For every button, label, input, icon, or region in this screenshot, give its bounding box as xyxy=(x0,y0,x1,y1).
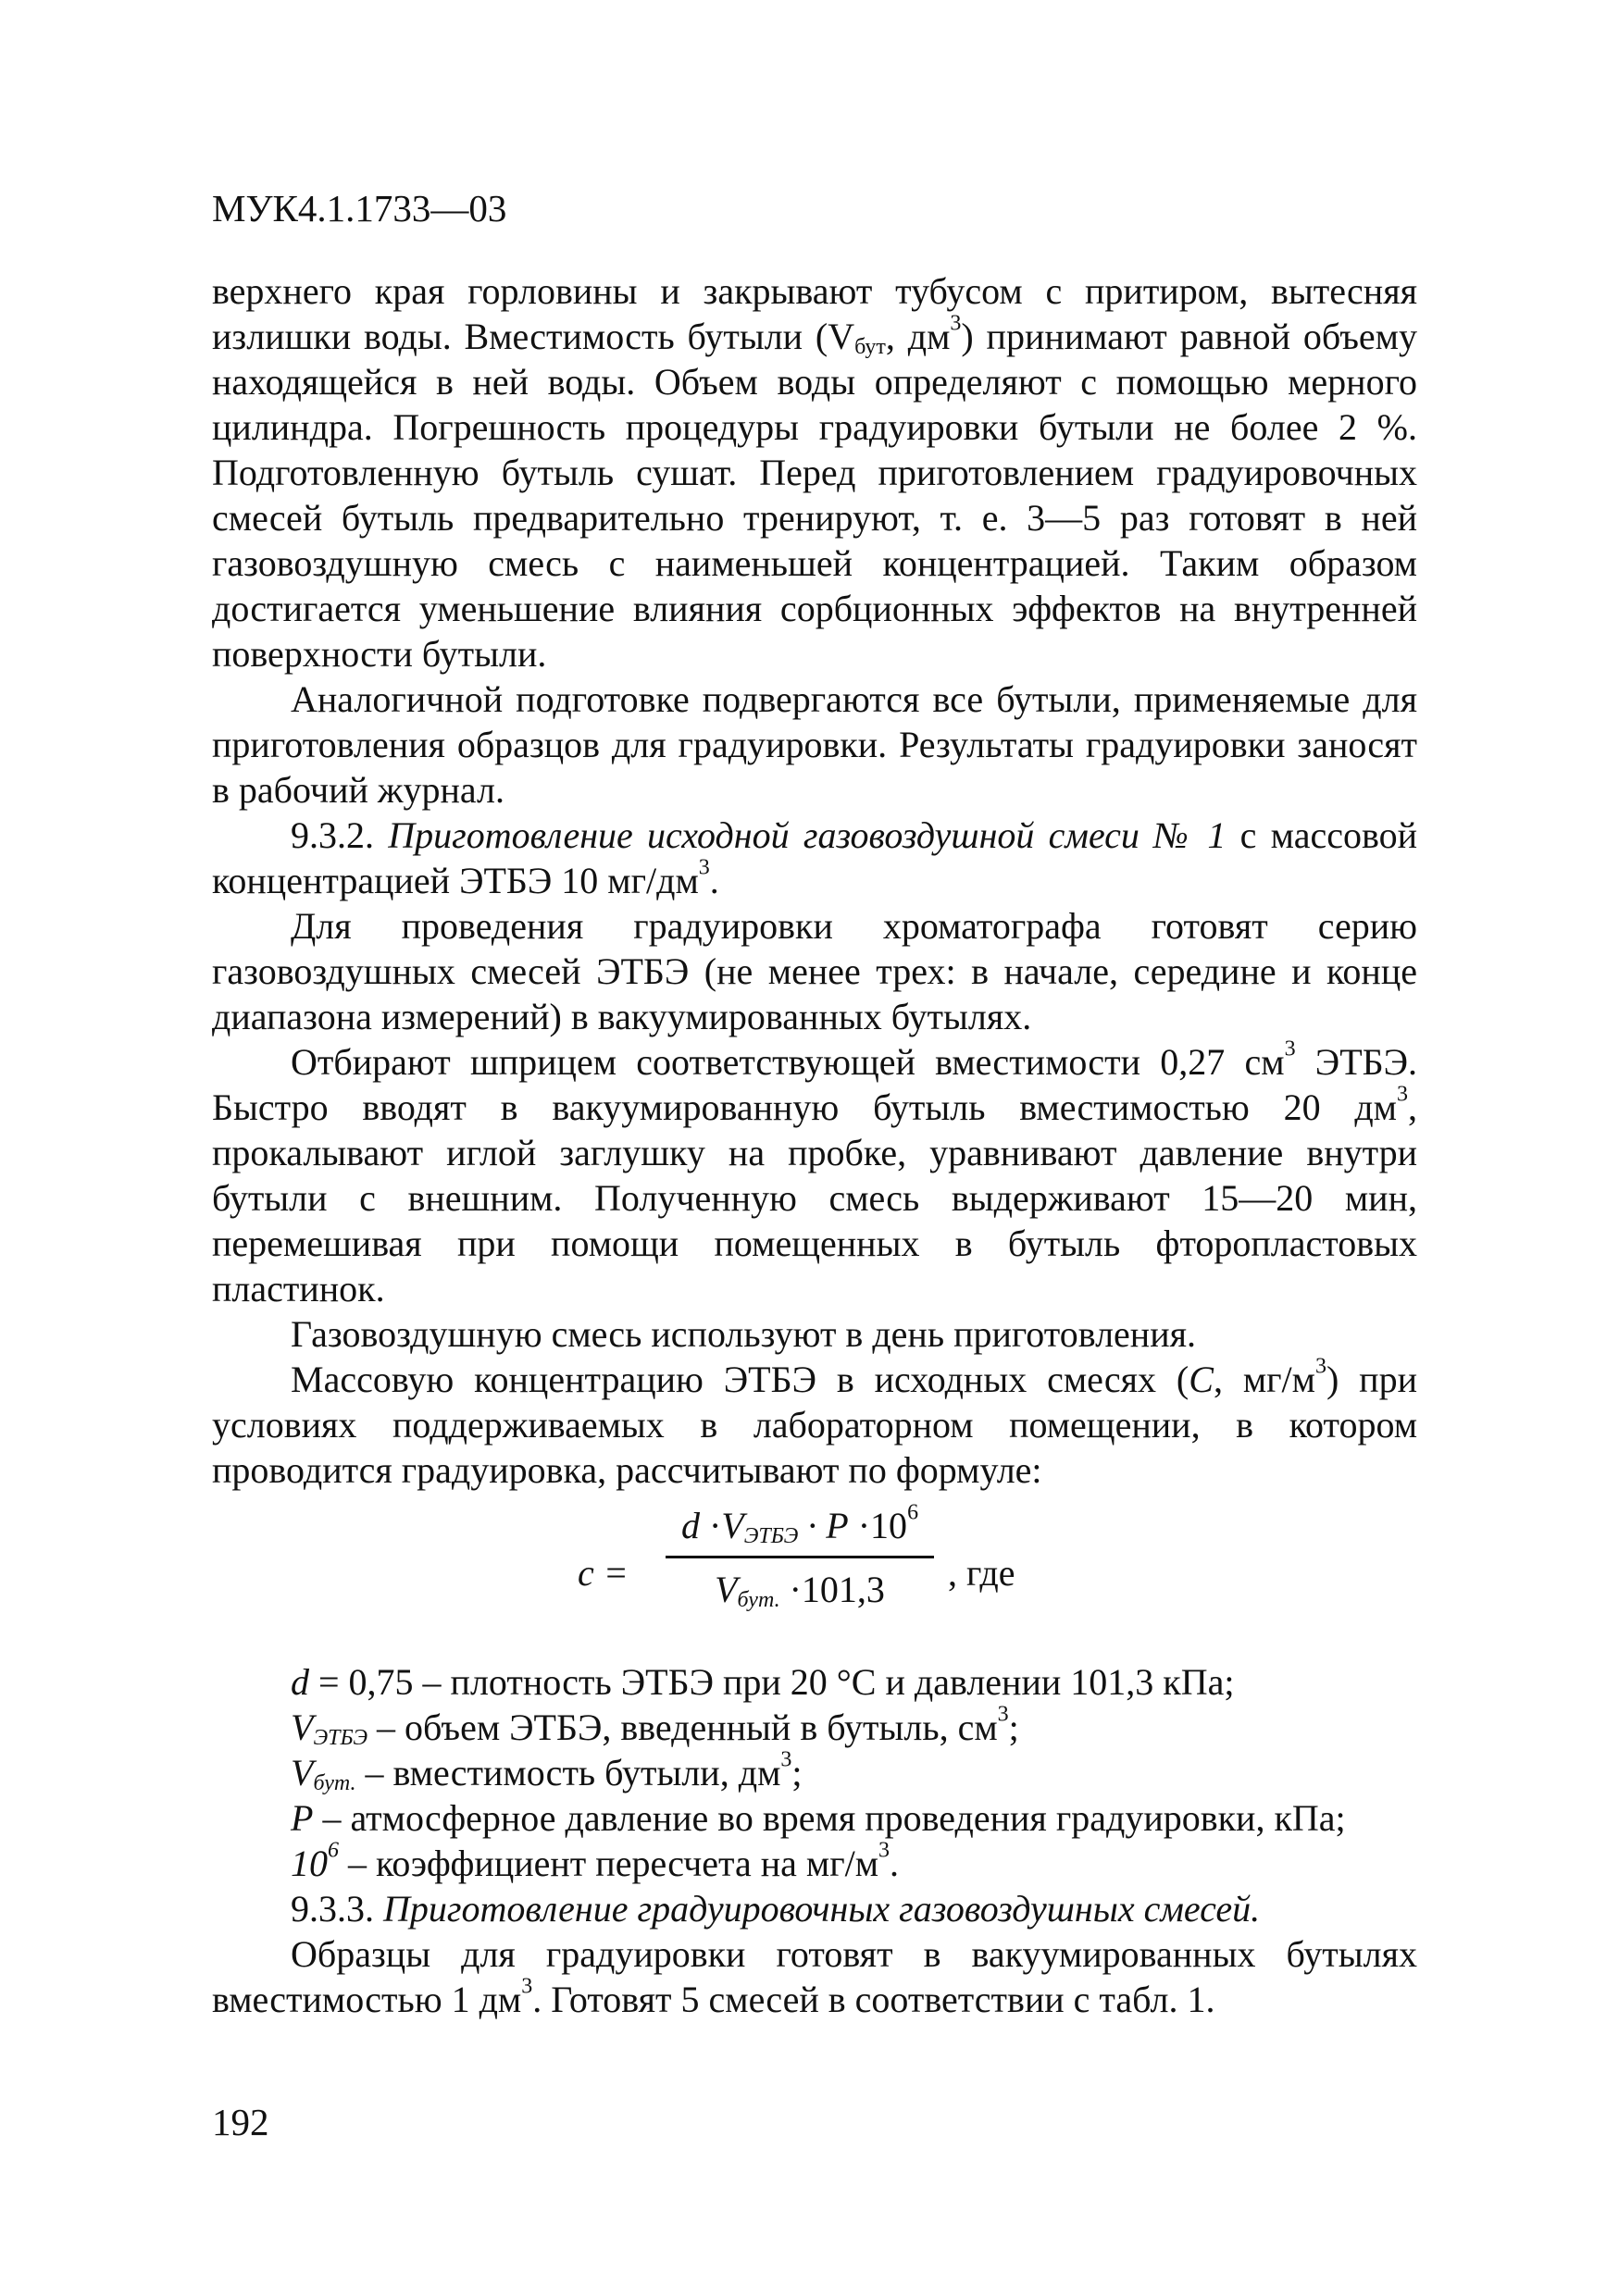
formula-numerator: $d \cdot V_{ЭТБЭ} \cdot P \cdot 10^6$ xyxy=(680,1500,919,1548)
page-body xyxy=(212,268,1417,2022)
legend-bottle-volume: $V_{бут.}$ – вместимость бутыли, $дм^3$; xyxy=(291,1747,803,1795)
paragraph-syringe-procedure: Отбирают шприцем соответствующей вместимости 0,27 $см^3$ ЭТБЭ. Быстро вводят в вакуумированную бутыль вместимостью 20 $дм^3$, прокалывают иглой заглушку на пробке, уравнивают давление внутри бутыли с внешним. Полученную смесь выдерживают 15—20 мин, перемешивая при помощи помещенных в бутыль фторопластовых пластинок. xyxy=(212,1036,1418,1309)
legend-volume-etbe: $V_{ЭТБЭ}$ – объем ЭТБЭ, введенный в бутыль, $см^3$; xyxy=(291,1702,1019,1750)
paragraph-mix-series: Для проведения градуировки хроматографа готовят серию газовоздушных смесей ЭТБЭ (не менее трех: в начале, середине и конце диапазона измерений) в вакуумированных бутылях. xyxy=(212,905,1417,1037)
paragraph-concentration-formula-intro: Массовую концентрацию ЭТБЭ в исходных смесях (С, $мг/м^3$) при условиях поддерживаемых в лабораторном помещении, в котором проводится градуировка, рассчитывают по формуле: xyxy=(212,1354,1417,1491)
section-9-3-2: 9.3.2. Приготовление исходной газовоздушной смеси № 1 с массовой концентрацией ЭТБЭ 10 $мг/дм^3$. xyxy=(212,814,1418,901)
section-9-3-3: 9.3.3. Приготовление градуировочных газовоздушных смесей. xyxy=(291,1888,1261,1930)
paragraph-same-day-use: Газовоздушную смесь используют в день приготовления. xyxy=(291,1313,1197,1355)
formula-legend xyxy=(212,1659,1417,1886)
section-title: Приготовление исходной газовоздушной смеси № 1 xyxy=(388,814,1227,856)
fraction-bar xyxy=(666,1556,934,1558)
paragraph-calibration-samples: Образцы для градуировки готовят в вакуумированных бутылях вместимостью 1 $дм^3$. Готовят 5 смесей в соответствии с табл. 1. xyxy=(212,1933,1417,2020)
formula-denominator: $V_{бут.} \cdot 101,3$ xyxy=(715,1569,885,1612)
document-code-header: МУК4.1.1733—03 xyxy=(212,187,507,230)
concentration-formula xyxy=(212,1502,1417,1643)
paragraph-bottle-calibration: верхнего края горловины и закрывают тубусом с притиром, вытесняя излишки воды. Вместимость бутыли ($V_{бут}$, $дм^3$) принимают равной объему находящейся в ней воды. Объем воды определяют с помощью мерного цилиндра. Погрешность процедуры градуировки бутыли не более 2 %. Подготовленную бутыль сушат. Перед приготовлением градуировочных смесей бутыль предварительно тренируют, т. е. 3—5 раз готовят в ней газовоздушную смесь с наименьшей концентрацией. Таким образом достигается уменьшение влияния сорбционных эффектов на внутренней поверхности бутыли. xyxy=(212,270,1417,675)
paragraph-bottle-preparation: Аналогичной подготовке подвергаются все бутыли, применяемые для приготовления образцов для градуировки. Результаты градуировки заносят в рабочий журнал. xyxy=(212,678,1417,811)
formula-fraction xyxy=(666,1502,934,1614)
legend-coefficient: $10^6$ – коэффициент пересчета на $мг/м^3$. xyxy=(291,1838,900,1884)
section-title: Приготовление градуировочных газовоздушных смесей. xyxy=(383,1888,1261,1930)
formula-where: , где xyxy=(948,1552,1015,1594)
formula-lhs: c = xyxy=(578,1552,629,1594)
legend-pressure: Р – атмосферное давление во время проведения градуировки, кПа; xyxy=(291,1797,1346,1839)
page-number: 192 xyxy=(212,2101,269,2143)
legend-density: d = 0,75 – плотность ЭТБЭ при 20 °С и давлении 101,3 кПа; xyxy=(291,1661,1235,1703)
